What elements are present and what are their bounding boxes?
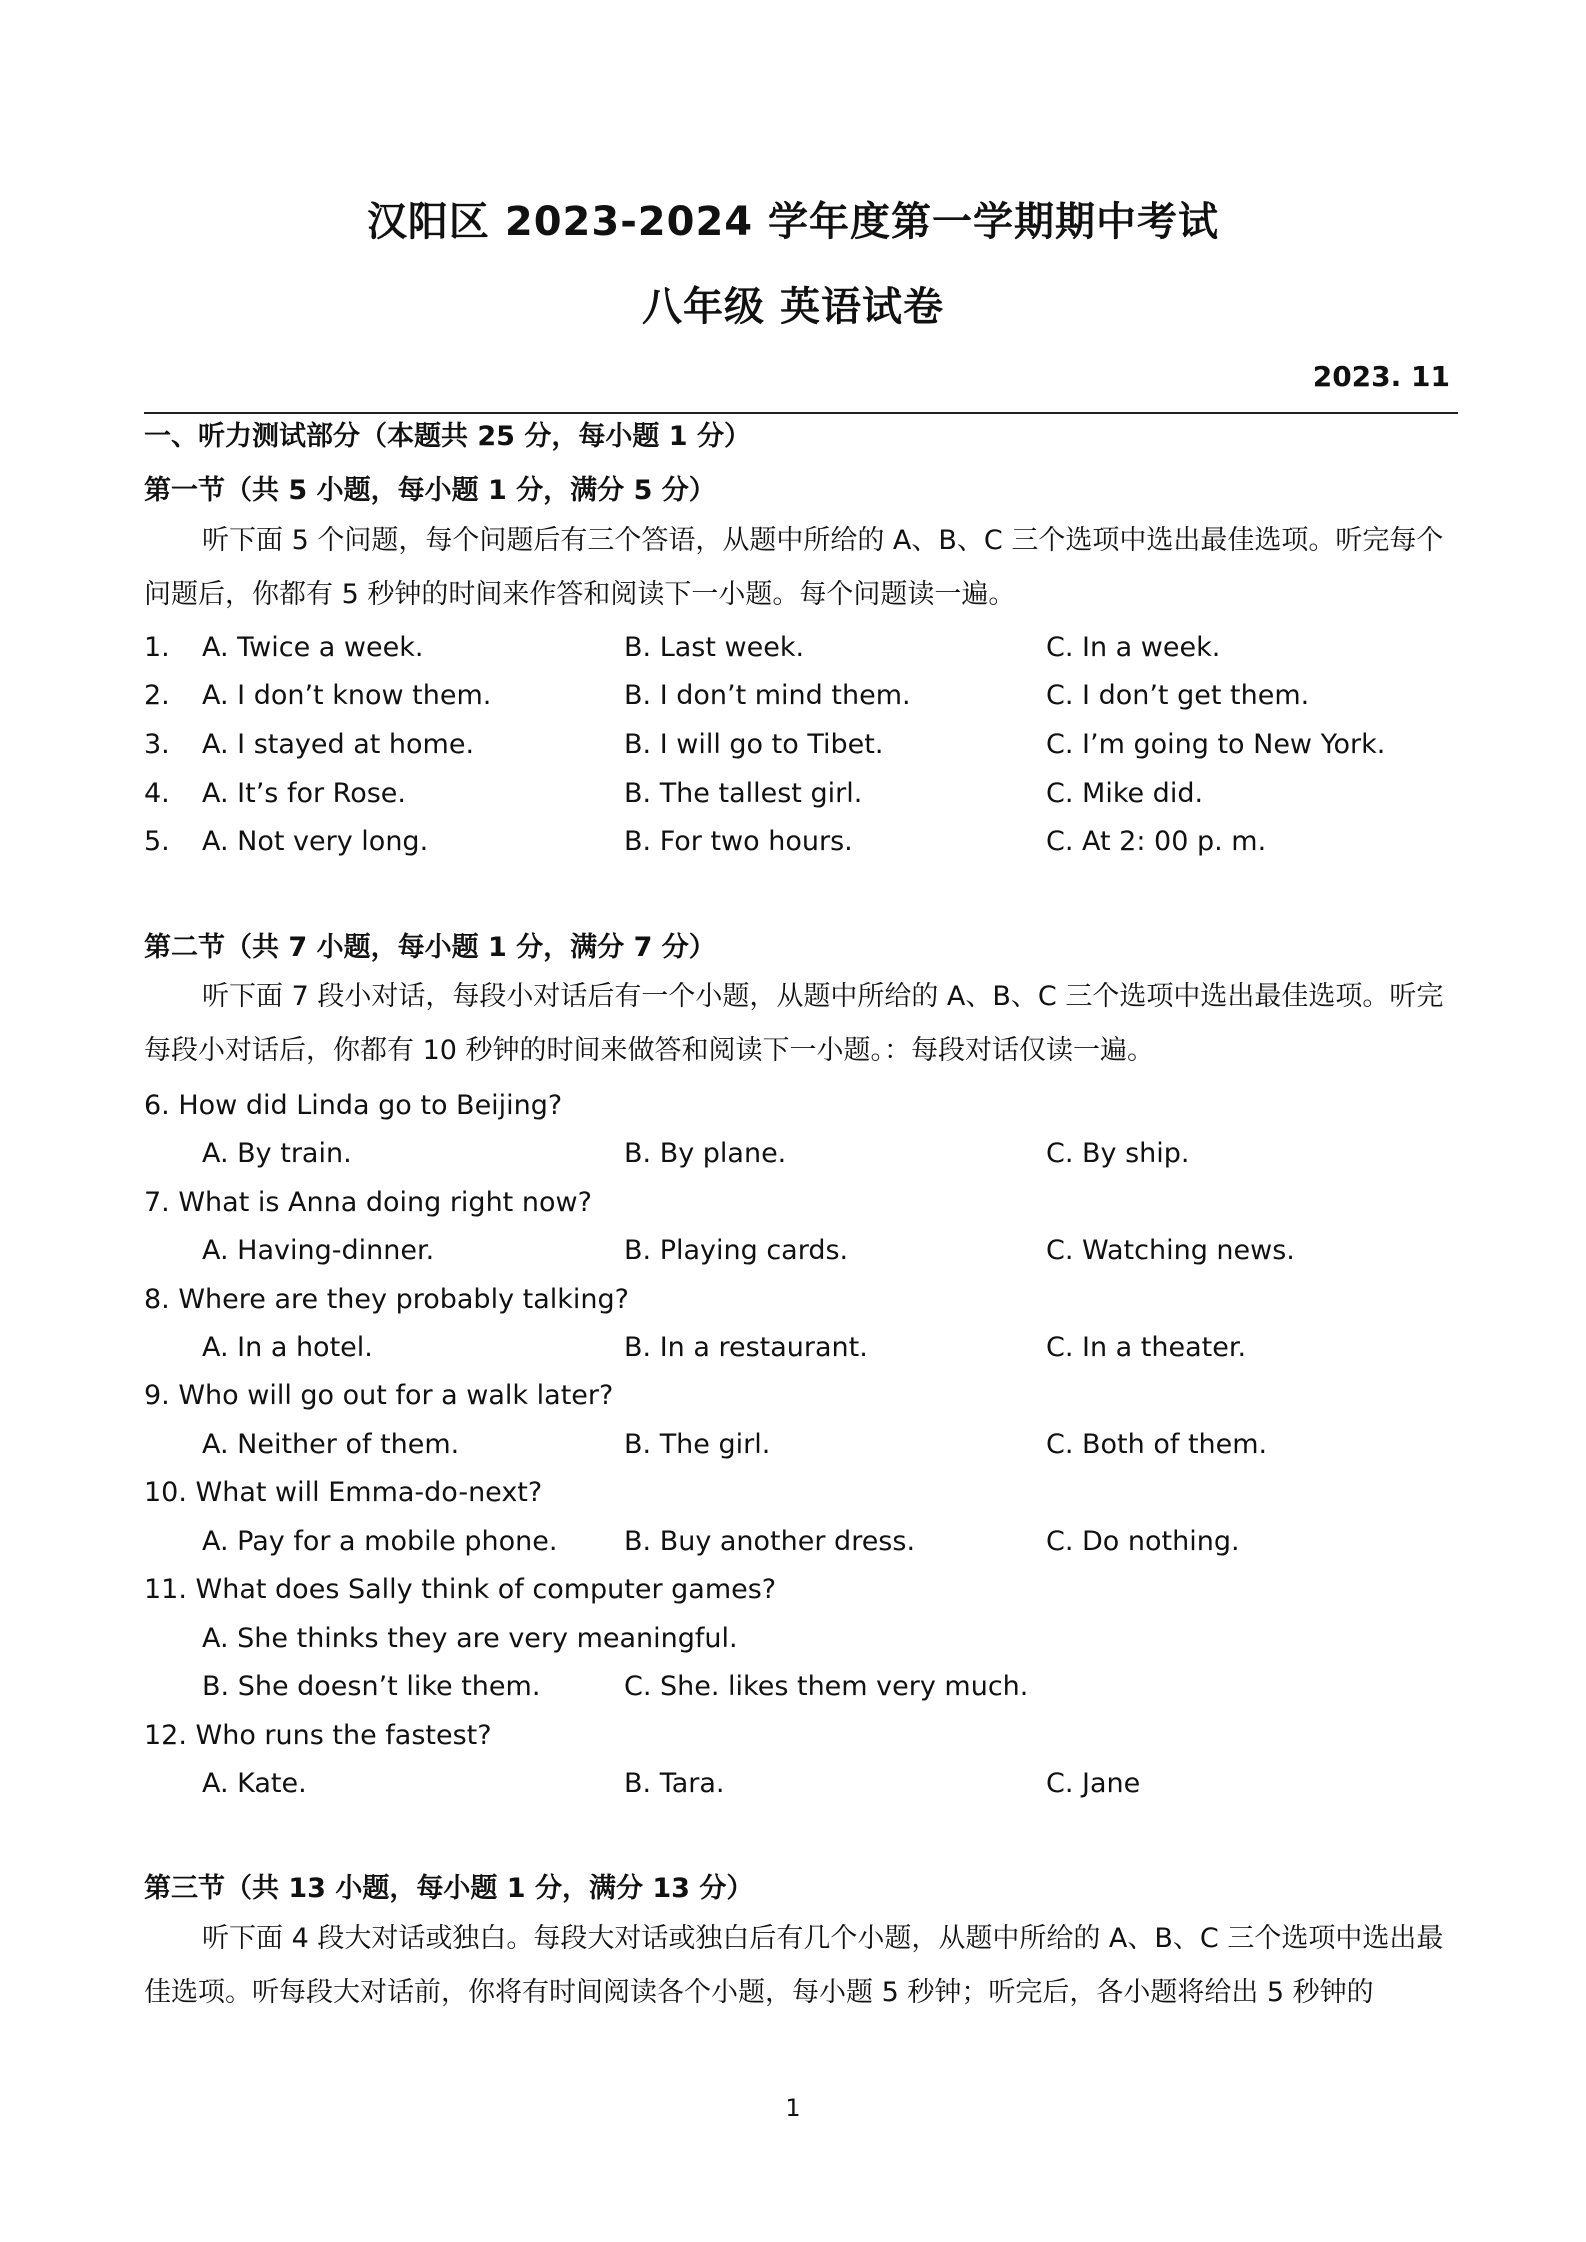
option-a: A. Kate.	[202, 1768, 307, 1799]
question-number: 2.	[144, 680, 170, 711]
question-number: 1.	[144, 632, 170, 663]
option-c: C. In a week.	[1046, 632, 1221, 663]
option-c: C. Mike did.	[1046, 778, 1204, 809]
question-10: 10. What will Emma-do-next?	[144, 1477, 543, 1508]
question-11-option-a-row	[144, 1623, 1458, 1663]
option-a: A. Neither of them.	[202, 1429, 460, 1460]
question-9-options	[144, 1429, 1458, 1469]
option-c: C. Jane	[1046, 1768, 1141, 1799]
option-c: C. By ship.	[1046, 1138, 1190, 1169]
option-a: A. I stayed at home.	[202, 729, 475, 760]
option-b: B. The tallest girl.	[624, 778, 863, 809]
question-8: 8. Where are they probably talking?	[144, 1284, 629, 1315]
option-b: B. Last week.	[624, 632, 805, 663]
question-6: 6. How did Linda go to Beijing?	[144, 1090, 563, 1121]
option-c: C. Watching news.	[1046, 1235, 1295, 1266]
exam-subtitle: 八年级 英语试卷	[642, 284, 944, 330]
option-a: A. Pay for a mobile phone.	[202, 1526, 558, 1557]
question-number: 3.	[144, 729, 170, 760]
option-a: A. In a hotel.	[202, 1332, 373, 1363]
option-a: A. She thinks they are very meaningful.	[202, 1623, 738, 1654]
section2-heading: 第二节（共 7 小题，每小题 1 分，满分 7 分）	[144, 932, 716, 963]
option-c: C. Do nothing.	[1046, 1526, 1240, 1557]
option-b: B. I will go to Tibet.	[624, 729, 884, 760]
option-a: A. By train.	[202, 1138, 352, 1169]
question-7: 7. What is Anna doing right now?	[144, 1187, 592, 1218]
page-number: 1	[785, 2094, 801, 2122]
question-9: 9. Who will go out for a walk later?	[144, 1380, 614, 1411]
question-8-options	[144, 1332, 1458, 1372]
question-row-3	[144, 729, 1458, 769]
question-6-options	[144, 1138, 1458, 1178]
option-c: C. Both of them.	[1046, 1429, 1268, 1460]
option-c: C. She. likes them very much.	[624, 1671, 1029, 1702]
question-11: 11. What does Sally think of computer games?	[144, 1574, 777, 1605]
question-number: 5.	[144, 826, 170, 857]
option-a: A. Twice a week.	[202, 632, 424, 663]
option-b: B. For two hours.	[624, 826, 853, 857]
section1-instruction: 听下面 5 个问题，每个问题后有三个答语，从题中所给的 A、B、C 三个选项中选出最佳选项。听完每个问题后，你都有 5 秒钟的时间来作答和阅读下一小题。每个问题读一遍。	[144, 525, 1444, 610]
option-a: A. I don’t know them.	[202, 680, 492, 711]
option-c: C. I don’t get them.	[1046, 680, 1310, 711]
section1-heading: 第一节（共 5 小题，每小题 1 分，满分 5 分）	[144, 475, 716, 506]
option-b: B. Buy another dress.	[624, 1526, 916, 1557]
option-c: C. At 2: 00 p. m.	[1046, 826, 1267, 857]
question-12-options	[144, 1768, 1458, 1808]
option-a: A. Having-dinner.	[202, 1235, 435, 1266]
question-7-options	[144, 1235, 1458, 1275]
option-a: A. It’s for Rose.	[202, 778, 406, 809]
question-number: 4.	[144, 778, 170, 809]
option-c: C. I’m going to New York.	[1046, 729, 1386, 760]
option-b: B. She doesn’t like them.	[202, 1671, 541, 1702]
option-b: B. I don’t mind them.	[624, 680, 911, 711]
part1-heading: 一、听力测试部分（本题共 25 分，每小题 1 分）	[144, 421, 751, 452]
question-row-2	[144, 680, 1458, 720]
option-b: B. Tara.	[624, 1768, 725, 1799]
option-b: B. In a restaurant.	[624, 1332, 868, 1363]
question-row-4	[144, 778, 1458, 818]
option-b: B. The girl.	[624, 1429, 771, 1460]
option-c: C. In a theater.	[1046, 1332, 1247, 1363]
exam-date: 2023. 11	[1312, 360, 1450, 393]
question-10-options	[144, 1526, 1458, 1566]
question-row-5	[144, 826, 1458, 866]
section3-instruction: 听下面 4 段大对话或独白。每段大对话或独白后有几个小题，从题中所给的 A、B、C 三个选项中选出最佳选项。听每段大对话前，你将有时间阅读各个小题，每小题 5 秒钟；听完后，各小题将给出 5 秒钟的	[144, 1923, 1444, 2008]
question-12: 12. Who runs the fastest?	[144, 1720, 492, 1751]
question-row-1	[144, 632, 1458, 672]
question-11-option-bc-row	[144, 1671, 1458, 1711]
option-b: B. By plane.	[624, 1138, 787, 1169]
option-b: B. Playing cards.	[624, 1235, 849, 1266]
section3-heading: 第三节（共 13 小题，每小题 1 分，满分 13 分）	[144, 1873, 754, 1904]
section2-instruction: 听下面 7 段小对话，每段小对话后有一个小题，从题中所给的 A、B、C 三个选项中选出最佳选项。听完每段小对话后，你都有 10 秒钟的时间来做答和阅读下一小题。：每段对话仅读一遍。	[144, 981, 1444, 1066]
exam-title: 汉阳区 2023-2024 学年度第一学期期中考试	[366, 199, 1220, 245]
option-a: A. Not very long.	[202, 826, 429, 857]
